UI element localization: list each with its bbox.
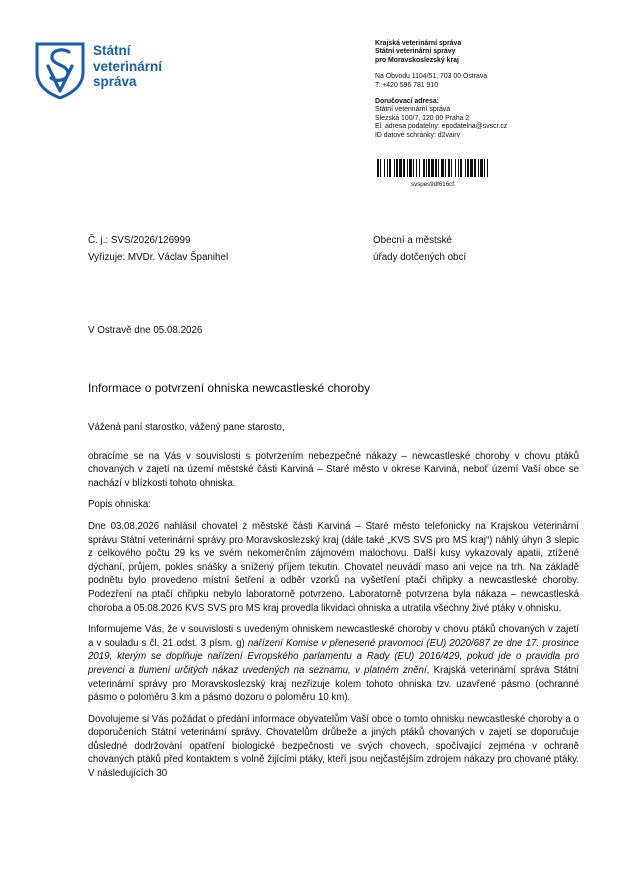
- delivery-line: Slezská 100/7, 120 00 Praha 2: [375, 114, 470, 122]
- paragraph-text: Informujeme Vás, že v souvislosti s uvedeným ohniskem newcastleské choroby v chovu ptáků chovaných v zajetí a v souladu s čl. 21 odst. 3 písm. g): [88, 624, 579, 649]
- reference-number: Č. j.: SVS/2026/126999: [88, 235, 191, 246]
- outbreak-heading: Popis ohniska:: [88, 499, 152, 511]
- sender-address: Na Obvodu 1104/51, 703 00 Ostrava: [375, 73, 488, 81]
- barcode-icon: [377, 159, 490, 177]
- recipient-block: [373, 233, 466, 266]
- letter-date: V Ostravě dne 05.08.2026: [88, 325, 203, 336]
- delivery-line: El. adresa podatelny: epodatelna@svscr.cz: [375, 123, 508, 131]
- svs-logo-icon: [34, 41, 86, 99]
- delivery-line: ID datové schránky: d2vairv: [375, 131, 461, 139]
- body-paragraph: Dne 03.08.2026 nahlásil chovatel z městské části Karviná – Staré město telefonicky na Krajskou veterinární správu Státní veterinární správy pro Moravskoslezský kraj (dále také „KVS SVS pro MS kraj“) náhlý úhyn 3 slepic z celkového počtu 29 ks ve svém nekomerčním zájmovém malochovu. Další kusy vykazovaly apatii, ztížené dýchaní, průjem, pokles snášky a snížený příjem tekutin. Chovatel neuvádí maso ani vejce na trh. Na základě podnětu bylo provedeno místní šetření a odběr vzorků na vyšetření ptačí chřipky a newcastleské choroby. Podezření na ptačí chřipku nebylo laboratorně potvrzeno. Laboratorně potvrzena byla nákaza – newcastleská choroba a 05.08.2026 KVS SVS pro MS kraj provedla likvidaci ohniska a utratila všechny živé ptáky v ohnisku.: [88, 520, 579, 614]
- sender-phone: T: +420 596 781 910: [375, 81, 439, 89]
- sender-block: [375, 40, 575, 140]
- sender-org-line: Státní veterinární správy: [375, 48, 456, 56]
- reference-handler: Vyřizuje: MVDr. Václav Španihel: [88, 251, 229, 263]
- brand-line: veterinární: [93, 58, 163, 74]
- delivery-address-label: Doručovací adresa:: [375, 98, 439, 106]
- sender-org-line: Krajská veterinární správa: [375, 40, 462, 47]
- delivery-line: Státní veterinární správa: [375, 106, 451, 114]
- sender-org-line: pro Moravskoslezský kraj: [375, 56, 459, 64]
- body-paragraph: obracíme se na Vás v souvislosti s potvrzením nebezpečné nákazy – newcastleské choroby v chovu ptáků chovaných v zajetí na území městské části Karviná – Staré město v okrese Karviná, neboť území Vaší obce se nachází v blízkosti tohoto ohniska.: [88, 450, 579, 489]
- letter-body: [88, 421, 579, 789]
- barcode-label: svspes9df616cf: [411, 181, 454, 188]
- letter-subject: Informace o potvrzení ohniska newcastleské choroby: [88, 381, 371, 395]
- brand-line: Státní: [93, 43, 131, 58]
- brand-line: správa: [93, 74, 137, 89]
- greeting: Vážená paní starostko, vážený pane starosto,: [88, 422, 285, 433]
- regulation-citation: nařízení Komise v přenesené pravomoci (EU) 2020/687 ze dne 17. prosince 2019, kterým se doplňuje nařízení Evropského parlamentu a Rady (EU) 2016/429, pokud jde o pravidla pro prevenci a tlumení určitých nákaz uvedených na seznamu, v platném znění: [88, 637, 579, 676]
- body-paragraph: [88, 623, 579, 705]
- reference-block: [88, 233, 228, 266]
- recipient-line: úřady dotčených obcí: [373, 251, 467, 263]
- body-paragraph: Dovolujeme si Vás požádat o předání informace obyvatelům Vaší obce o tomto ohnisku newcastleské choroby a o doporučeních Státní veterinární správy. Chovatelům drůbeže a jiných ptáků chovaných v zajetí se doporučuje důsledné dodržování opatření biologické bezpečnosti ve svých chovech, spočívající zejména v ochraně chovaných ptáků před kontaktem s volně žijícími ptáky, kteří jsou nejčastějším zdrojem nákazy pro chované ptáky. V následujících 30: [88, 713, 579, 780]
- recipient-line: Obecní a městské: [373, 235, 452, 246]
- brand-name: [93, 43, 162, 90]
- paragraph-text: , Krajská veterinární správa Státní veterinární správy pro Moravskoslezský kraj nezřizuje kolem tohoto ohniska tzv. uzavřené pásmo (ochranné pásmo o poloměru 3 km a pásmo dozoru o poloměru 10 km).: [88, 664, 579, 704]
